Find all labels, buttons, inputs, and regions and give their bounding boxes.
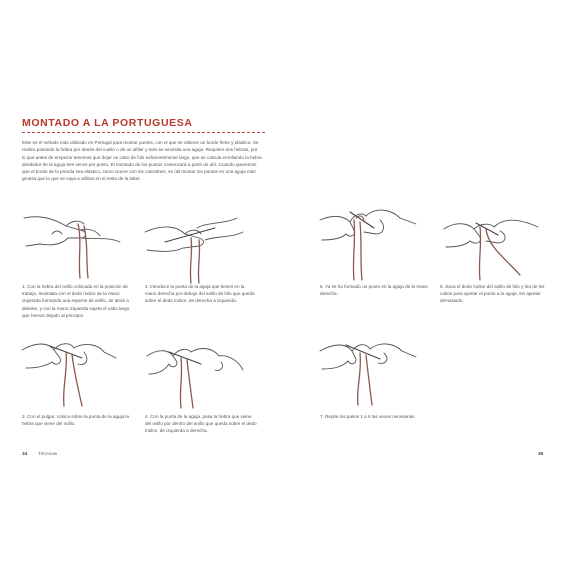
step-3-illustration <box>22 328 122 406</box>
step-4-caption: 4. Con la punta de la aguja, pasa la hebra que viene del ovillo por dentro del anillo que queda sobre el dedo índice, de izquierda a derecha. <box>145 414 257 434</box>
section-name: Técnicas <box>37 452 58 457</box>
page-title: MONTADO A LA PORTUGUESA <box>22 117 193 129</box>
left-page-footer <box>22 452 57 457</box>
right-page-footer <box>538 452 543 457</box>
title-divider <box>22 132 265 133</box>
step-7-illustration <box>320 325 420 405</box>
left-page-number: 34 <box>22 452 28 457</box>
step-1-illustration <box>22 200 122 280</box>
step-3-caption: 3. Con el pulgar, coloca sobre la punta de la aguja la hebra que viene del ovillo. <box>22 414 130 427</box>
step-5-illustration <box>320 200 420 280</box>
intro-paragraph: Este es el método más utilizado en Portugal para montar puntos, con el que se obtiene un borde firme y elástico. Se realiza pasando la hebra por detrás del cuello o de un alfiler y solo se necesita una aguja. Requiere dos hebras, por lo que antes de empezar tenemos que dejar un cabo de hilo suficientemente largo, que se calcula enrollando la hebra alrededor de la aguja tres veces por punto. El montado de los puntos comenzará a partir de ahí. Cuando queremos que el borde de la prenda sea elástico, como ocurre con los calcetines, es útil montar los puntos en una aguja más gruesa que la que se vaya a utilizar en el resto de la labor. <box>22 140 262 182</box>
step-4-illustration <box>145 330 245 408</box>
step-6-illustration <box>440 205 540 280</box>
step-2-caption: 2. Introduce la punta de la aguja que tienes en la mano derecha por debajo del anillo de hilo que queda sobre el dedo índice, de derecha a izquierda. <box>145 284 255 304</box>
step-5-caption: 5. Ya se ha formado un punto en la aguja de la mano derecha. <box>320 284 428 297</box>
step-6-caption: 6. Saca el dedo índice del anillo de hilo y tira de los cabos para ajustar el punto a la aguja, sin apretar demasiado. <box>440 284 545 304</box>
step-2-illustration <box>145 208 245 283</box>
step-1-caption: 1. Con la hebra del ovillo colocada en la posición de trabajo, levántala con el dedo índice de la mano izquierda formando una especie de anillo, de atrás a delante, y con la mano izquierda sujeta el cabo largo que hemos dejado al principio. <box>22 284 130 318</box>
right-page-number: 35 <box>538 452 544 457</box>
step-7-caption: 7. Repite los pasos 1 a 6 las veces necesarias. <box>320 414 416 419</box>
